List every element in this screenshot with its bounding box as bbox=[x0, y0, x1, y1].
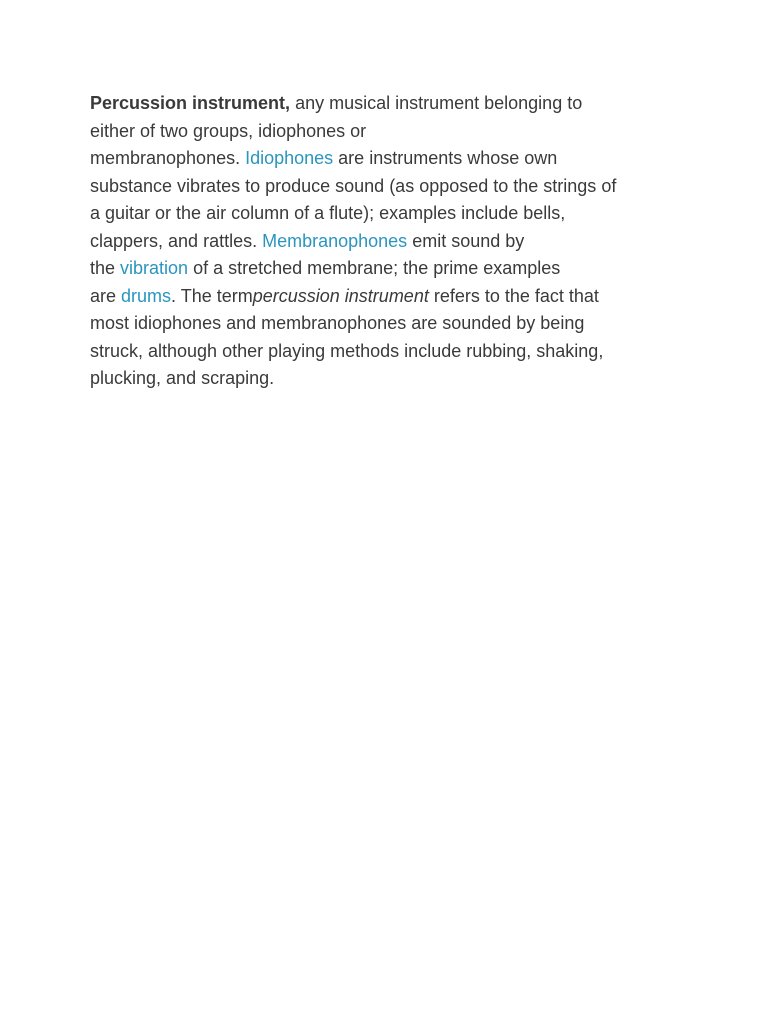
article-paragraph bbox=[90, 90, 690, 393]
paragraph-line bbox=[90, 283, 690, 311]
line-text: plucking, and scraping. bbox=[90, 368, 275, 388]
article-term: Percussion instrument, bbox=[90, 93, 291, 113]
link-vibration[interactable]: vibration bbox=[120, 258, 189, 278]
line-text: substance vibrates to produce sound (as opposed to the strings of bbox=[90, 175, 617, 196]
paragraph-line bbox=[90, 90, 690, 118]
line-text: . The term bbox=[171, 285, 253, 306]
paragraph-line bbox=[90, 173, 690, 201]
line-text: struck, although other playing methods include rubbing, shaking, bbox=[90, 340, 604, 361]
line-text: emit sound by bbox=[407, 230, 525, 251]
italic-term: percussion instrument bbox=[252, 285, 429, 306]
line-text: a guitar or the air column of a flute); examples include bells, bbox=[90, 203, 566, 223]
paragraph-line bbox=[90, 200, 690, 228]
link-membranophones[interactable]: Membranophones bbox=[262, 230, 408, 251]
line-text: any musical instrument belonging to bbox=[290, 93, 583, 113]
paragraph-line bbox=[90, 338, 690, 366]
line-text: refers to the fact that bbox=[428, 285, 599, 306]
paragraph-line bbox=[90, 145, 690, 173]
line-text: the bbox=[90, 258, 121, 278]
paragraph-line bbox=[90, 228, 690, 256]
line-text: are instruments whose own bbox=[333, 148, 558, 168]
line-text: are bbox=[90, 285, 122, 306]
paragraph-line bbox=[90, 118, 690, 146]
link-drums[interactable]: drums bbox=[121, 285, 172, 306]
line-text: either of two groups, idiophones or bbox=[90, 120, 367, 141]
line-text: of a stretched membrane; the prime examples bbox=[188, 258, 561, 278]
line-text: membranophones. bbox=[90, 148, 246, 168]
paragraph-line bbox=[90, 255, 690, 283]
line-text: most idiophones and membranophones are sounded by being bbox=[90, 313, 585, 333]
link-idiophones[interactable]: Idiophones bbox=[245, 148, 334, 168]
paragraph-line bbox=[90, 365, 690, 393]
line-text: clappers, and rattles. bbox=[90, 230, 263, 251]
paragraph-line bbox=[90, 310, 690, 338]
